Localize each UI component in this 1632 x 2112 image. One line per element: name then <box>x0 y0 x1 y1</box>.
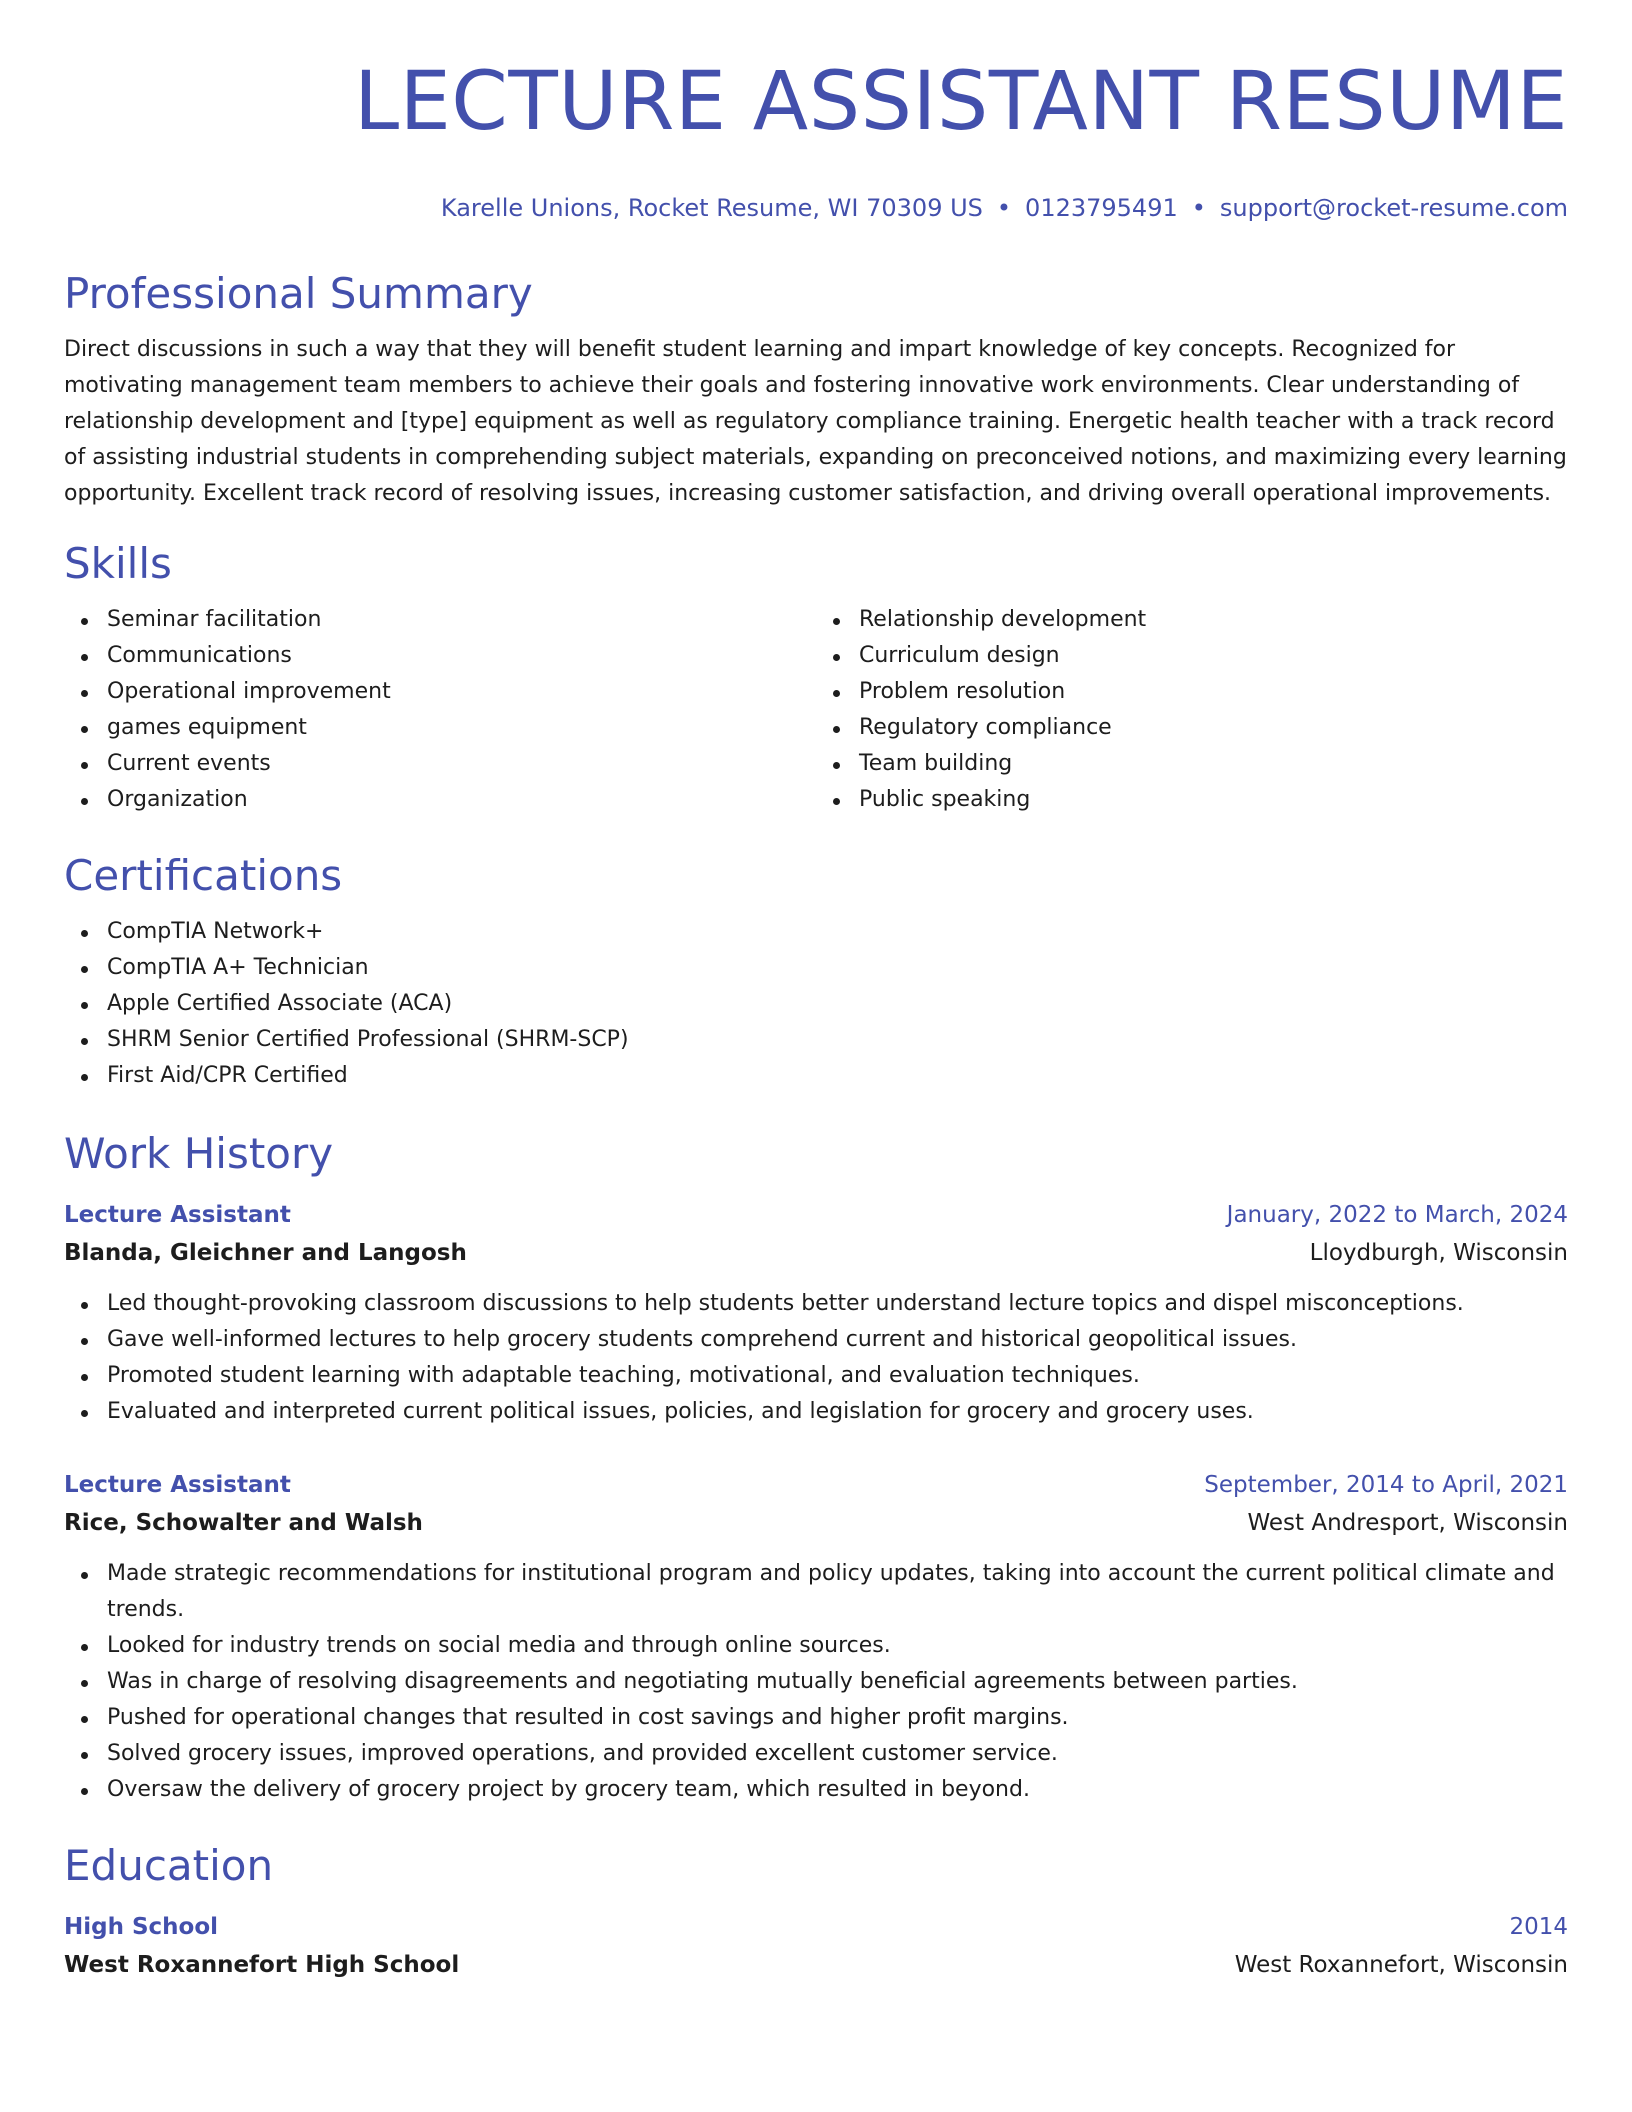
job-location: West Andresport, Wisconsin <box>1247 1510 1568 1536</box>
skill-item: Regulatory compliance <box>859 710 1568 746</box>
skills-list <box>64 602 1568 818</box>
duty-item: Gave well-informed lectures to help grocery students comprehend current and historical geopolitical issues. <box>107 1322 1568 1358</box>
skill-item: Organization <box>107 782 816 818</box>
certification-item: Apple Certified Associate (ACA) <box>107 986 1568 1022</box>
education-degree: High School <box>64 1914 219 1940</box>
skill-item: Team building <box>859 746 1568 782</box>
duty-item: Was in charge of resolving disagreements and negotiating mutually beneficial agreements between parties. <box>107 1664 1568 1700</box>
skill-item: Problem resolution <box>859 674 1568 710</box>
education-heading: Education <box>64 1841 274 1890</box>
duty-item: Promoted student learning with adaptable teaching, motivational, and evaluation techniques. <box>107 1358 1568 1394</box>
education-school: West Roxannefort High School <box>64 1952 460 1978</box>
job-company: Rice, Schowalter and Walsh <box>64 1510 423 1536</box>
skills-column-right <box>816 602 1568 818</box>
skill-item: Seminar facilitation <box>107 602 816 638</box>
contact-phone: 0123795491 <box>1025 194 1178 222</box>
job-duties <box>64 1286 1568 1430</box>
skill-item: games equipment <box>107 710 816 746</box>
certification-item: CompTIA Network+ <box>107 914 1568 950</box>
summary-heading: Professional Summary <box>64 269 533 318</box>
skill-item: Relationship development <box>859 602 1568 638</box>
job-location: Lloydburgh, Wisconsin <box>1309 1240 1568 1266</box>
contact-email: support@rocket-resume.com <box>1219 194 1568 222</box>
duty-item: Made strategic recommendations for institutional program and policy updates, taking into account the current political climate and trends. <box>107 1556 1568 1628</box>
certifications-list <box>64 914 1568 1094</box>
duty-item: Oversaw the delivery of grocery project by grocery team, which resulted in beyond. <box>107 1772 1568 1808</box>
job-entry <box>64 1466 1568 1808</box>
job-duties <box>64 1556 1568 1808</box>
summary-text: Direct discussions in such a way that they will benefit student learning and impart knowledge of key concepts. Recognized for motivating management team members to achieve their goals and fostering innovative work environments. Clear understanding of relationship development and [type] equipment as well as regulatory compliance training. Energetic health teacher with a track record of assisting industrial students in comprehending subject materials, expanding on preconceived notions, and maximizing every learning opportunity. Excellent track record of resolving issues, increasing customer satisfaction, and driving overall operational improvements. <box>64 337 1567 506</box>
job-company-row <box>64 1504 1568 1542</box>
job-company-row <box>64 1234 1568 1272</box>
education-school-row <box>64 1946 1568 1984</box>
work-history-heading: Work History <box>64 1129 334 1178</box>
contact-address: Karelle Unions, Rocket Resume, WI 70309 US <box>440 194 983 222</box>
certification-item: SHRM Senior Certified Professional (SHRM-SCP) <box>107 1022 1568 1058</box>
skills-heading: Skills <box>64 539 172 588</box>
job-role: Lecture Assistant <box>64 1202 291 1228</box>
certification-item: First Aid/CPR Certified <box>107 1058 1568 1094</box>
job-company: Blanda, Gleichner and Langosh <box>64 1240 467 1266</box>
job-header-row <box>64 1196 1568 1234</box>
duty-item: Led thought-provoking classroom discussions to help students better understand lecture topics and dispel misconceptions. <box>107 1286 1568 1322</box>
job-dates: September, 2014 to April, 2021 <box>1204 1472 1568 1498</box>
job-role: Lecture Assistant <box>64 1472 291 1498</box>
skill-item: Operational improvement <box>107 674 816 710</box>
job-header-row <box>64 1466 1568 1504</box>
duty-item: Looked for industry trends on social media and through online sources. <box>107 1628 1568 1664</box>
skill-item: Public speaking <box>859 782 1568 818</box>
contact-separator: • <box>1191 194 1206 222</box>
job-dates: January, 2022 to March, 2024 <box>1226 1202 1568 1228</box>
resume-title: LECTURE ASSISTANT RESUME <box>353 55 1568 149</box>
certifications-heading: Certifications <box>64 851 343 900</box>
skill-item: Curriculum design <box>859 638 1568 674</box>
contact-separator: • <box>996 194 1012 222</box>
skills-column-left <box>64 602 816 818</box>
education-year: 2014 <box>1509 1914 1568 1940</box>
contact-line <box>64 192 1568 224</box>
job-entry <box>64 1196 1568 1430</box>
education-header-row <box>64 1908 1568 1946</box>
duty-item: Pushed for operational changes that resulted in cost savings and higher profit margins. <box>107 1700 1568 1736</box>
duty-item: Evaluated and interpreted current political issues, policies, and legislation for grocery and grocery uses. <box>107 1394 1568 1430</box>
skill-item: Communications <box>107 638 816 674</box>
duty-item: Solved grocery issues, improved operations, and provided excellent customer service. <box>107 1736 1568 1772</box>
certification-item: CompTIA A+ Technician <box>107 950 1568 986</box>
skill-item: Current events <box>107 746 816 782</box>
education-location: West Roxannefort, Wisconsin <box>1234 1952 1568 1978</box>
education-entry <box>64 1908 1568 1984</box>
